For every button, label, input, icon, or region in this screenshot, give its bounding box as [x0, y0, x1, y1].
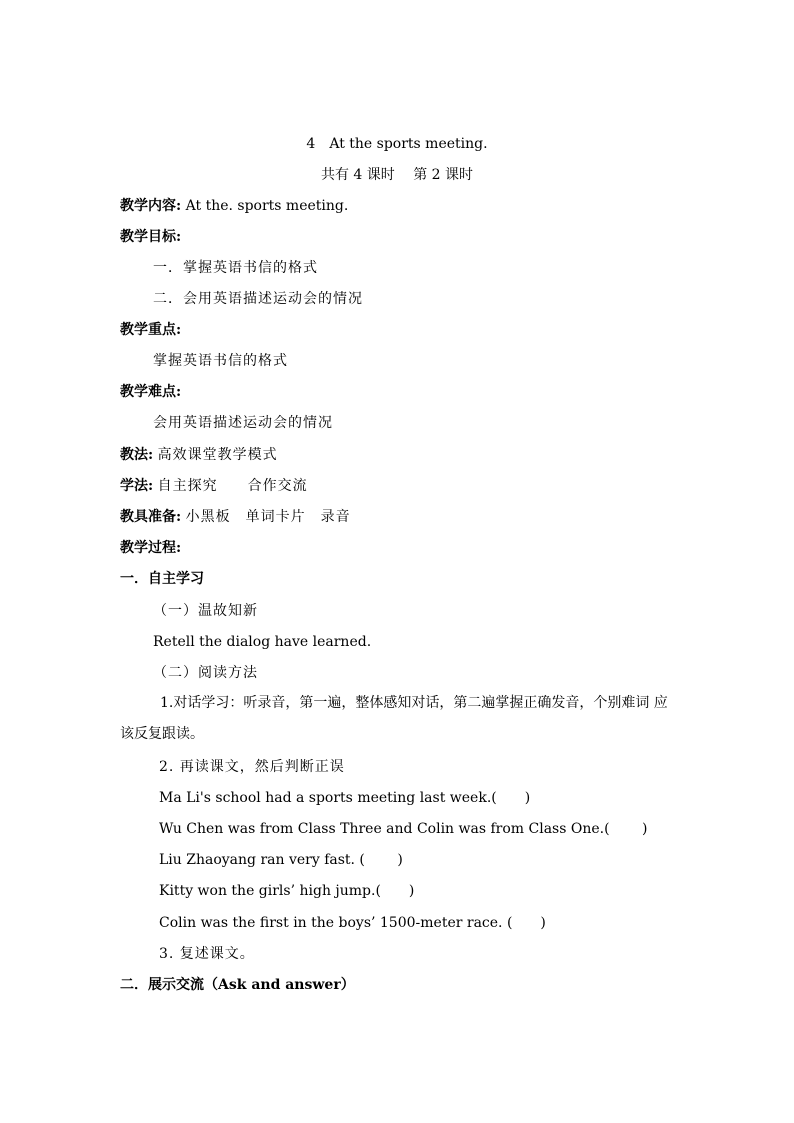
teaching-method-label: 教法:	[120, 447, 154, 463]
step-reread: 2. 再读课文，然后判断正误	[159, 759, 345, 775]
true-false-statement: Wu Chen was from Class Three and Colin was from Class One.( )	[159, 821, 648, 837]
teaching-goals-label: 教学目标:	[120, 229, 182, 245]
section-heading: 一．自主学习	[120, 571, 204, 587]
true-false-statement: Ma Li's school had a sports meeting last week.( )	[159, 790, 531, 806]
learning-method-label: 学法:	[120, 478, 154, 494]
difficulties-value: 会用英语描述运动会的情况	[153, 415, 333, 431]
process-label: 教学过程:	[120, 540, 182, 556]
review-text: Retell the dialog have learned.	[153, 634, 372, 650]
learning-method-value: 自主探究 合作交流	[157, 478, 308, 494]
true-false-statement: Kitty won the girls’ high jump.( )	[159, 883, 415, 899]
teaching-goal-item: 一．掌握英语书信的格式	[153, 260, 318, 276]
teaching-method	[120, 445, 278, 465]
lesson-count: 共有 4 课时 第 2 课时	[320, 167, 474, 183]
key-points-label: 教学重点:	[120, 322, 182, 338]
teaching-content-label: 教学内容:	[120, 198, 182, 214]
teaching-tools	[120, 507, 351, 527]
section-heading-2-paren: （Ask and answer）	[204, 977, 355, 993]
subsection-heading: （二）阅读方法	[153, 665, 258, 681]
key-points-value: 掌握英语书信的格式	[153, 353, 288, 369]
lesson-title: 4 At the sports meeting.	[306, 136, 488, 152]
teaching-method-value: 高效课堂教学模式	[157, 447, 278, 463]
teaching-tools-value: 小黑板 单词卡片 录音	[185, 509, 351, 525]
teaching-tools-label: 教具准备:	[120, 509, 182, 525]
step-dialog-learning-text: 1.对话学习：听录音，第一遍，整体感知对话，第二遍掌握正确发音，个别难词 应该反复跟读。	[120, 695, 668, 742]
true-false-statement: Colin was the first in the boys’ 1500-meter race. ( )	[159, 915, 546, 931]
teaching-goal-item: 二．会用英语描述运动会的情况	[153, 291, 363, 307]
subsection-heading: （一）温故知新	[153, 603, 258, 619]
true-false-statement: Liu Zhaoyang ran very fast. ( )	[159, 852, 403, 868]
teaching-content-value: At the. sports meeting.	[185, 198, 349, 214]
step-retell: 3. 复述课文。	[159, 946, 255, 962]
learning-method	[120, 476, 308, 496]
difficulties-label: 教学难点:	[120, 384, 182, 400]
step-dialog-learning	[120, 688, 680, 750]
section-heading-2	[120, 975, 355, 995]
teaching-content	[120, 196, 348, 216]
section-heading-2-text: 二．展示交流	[120, 977, 204, 993]
